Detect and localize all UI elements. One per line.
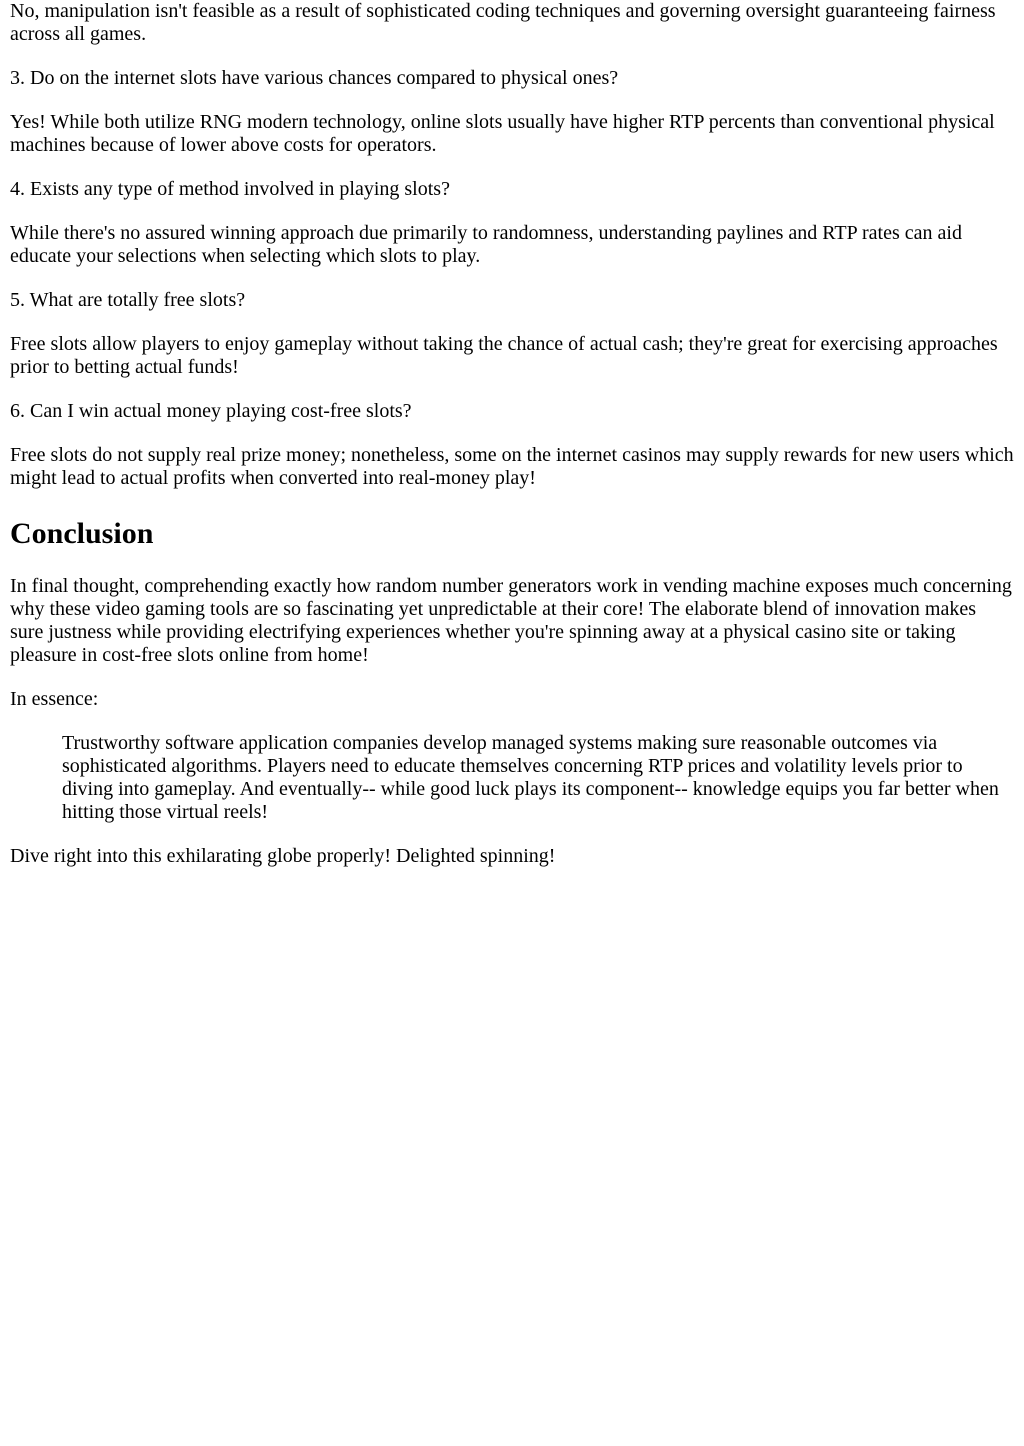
faq-question-4: 4. Exists any type of method involved in playing slots?	[10, 178, 450, 200]
faq-question-3: 3. Do on the internet slots have various chances compared to physical ones?	[10, 67, 619, 89]
conclusion-intro: In final thought, comprehending exactly how random number generators work in vending machine exposes much concerning why these video gaming tools are so fascinating yet unpredictable at their core! The elaborate blend of innovation makes sure justness while providing electrifying experiences whether you're spinning away at a physical casino site or taking pleasure in cost-free slots online from home!	[10, 575, 1012, 666]
essence-label: In essence:	[10, 688, 99, 710]
faq-answer-4: While there's no assured winning approach due primarily to randomness, understanding paylines and RTP rates can aid educate your selections when selecting which slots to play.	[10, 222, 962, 267]
faq-answer-2: No, manipulation isn't feasible as a result of sophisticated coding techniques and governing oversight guaranteeing fairness across all games.	[10, 0, 996, 45]
faq-answer-3: Yes! While both utilize RNG modern technology, online slots usually have higher RTP percents than conventional physical machines because of lower above costs for operators.	[10, 111, 995, 156]
closing-line: Dive right into this exhilarating globe properly! Delighted spinning!	[10, 845, 556, 867]
essence-quote: Trustworthy software application companies develop managed systems making sure reasonable outcomes via sophisticated algorithms. Players need to educate themselves concerning RTP prices and volatility levels prior to diving into gameplay. And eventually-- while good luck plays its component-- knowledge equips you far better when hitting those virtual reels!	[62, 732, 999, 823]
faq-question-5: 5. What are totally free slots?	[10, 289, 246, 311]
conclusion-heading: Conclusion	[10, 517, 154, 550]
faq-answer-6: Free slots do not supply real prize money; nonetheless, some on the internet casinos may supply rewards for new users which might lead to actual profits when converted into real-money play!	[10, 444, 1014, 489]
faq-question-6: 6. Can I win actual money playing cost-free slots?	[10, 400, 412, 422]
faq-answer-5: Free slots allow players to enjoy gameplay without taking the chance of actual cash; they're great for exercising approaches prior to betting actual funds!	[10, 333, 998, 378]
